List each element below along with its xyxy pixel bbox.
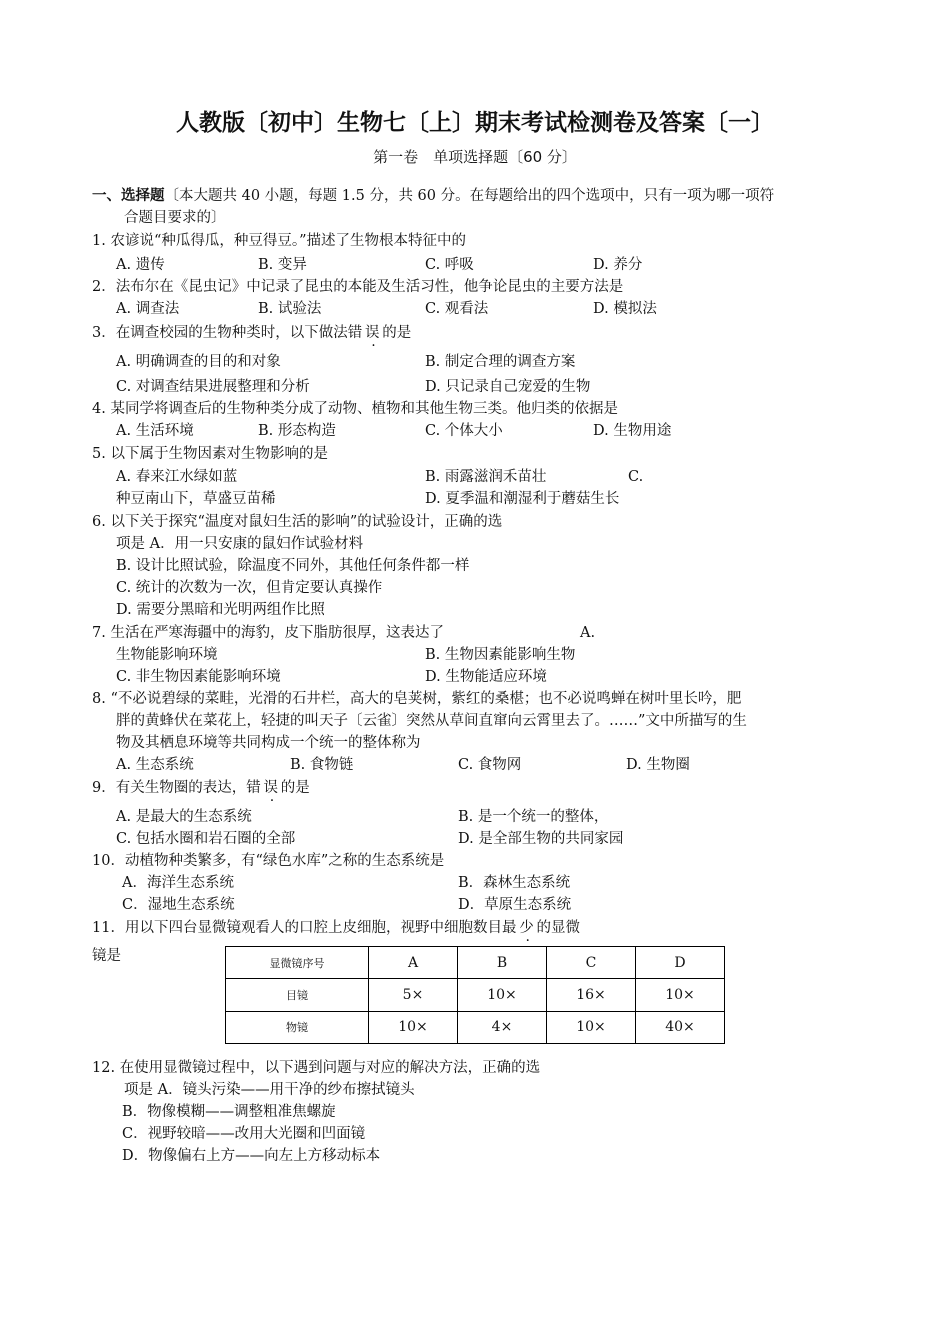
- q7-option-b: B. 生物因素能影响生物: [425, 647, 576, 663]
- q3-stem-part: 3．在调查校园的生物种类时，以下做法错: [92, 325, 363, 341]
- q6-option-a: 项是 A．用一只安康的鼠妇作试验材料: [116, 536, 364, 552]
- table-cell: 5×: [369, 979, 458, 1011]
- q1-option-c: C. 呼吸: [425, 257, 474, 273]
- q3-stem-end: 的是: [382, 325, 412, 341]
- q8-option-a: A. 生态系统: [116, 757, 194, 773]
- q3-option-c: C. 对调查结果进展整理和分析: [116, 379, 310, 395]
- page-subtitle: 第一卷 单项选择题〔60 分〕: [373, 148, 577, 166]
- q3-emphasis: 误: [364, 325, 380, 341]
- q12-option-b: B．物像模糊——调整粗准焦螺旋: [122, 1104, 336, 1120]
- q4-option-c: C. 个体大小: [425, 423, 503, 439]
- q8-stem-line1: 8. “不必说碧绿的菜畦，光滑的石井栏，高大的皂荚树，紫红的桑椹；也不必说鸣蝉在树叶里长吟，肥: [92, 691, 742, 707]
- q11-stem-end: 的显微: [536, 920, 580, 936]
- q9-stem-part: 9．有关生物圈的表达，错: [92, 780, 261, 796]
- q9-stem-end: 的是: [280, 780, 310, 796]
- q5-option-b: B. 雨露滋润禾苗壮: [425, 469, 547, 485]
- table-cell: A: [369, 947, 458, 979]
- q9-option-d: D. 是全部生物的共同家园: [458, 831, 624, 847]
- q11-stem: [92, 918, 580, 938]
- q4-stem: 4. 某同学将调查后的生物种类分成了动物、植物和其他生物三类。他归类的依据是: [92, 401, 618, 417]
- q5-stem: 5. 以下属于生物因素对生物影响的是: [92, 446, 328, 462]
- table-row: [226, 1011, 725, 1043]
- q11-emphasis: 少: [519, 920, 534, 936]
- q2-option-c: C. 观看法: [425, 301, 489, 317]
- q3-option-a: A. 明确调查的目的和对象: [116, 354, 281, 370]
- q2-option-a: A. 调查法: [116, 301, 180, 317]
- table-cell: D: [636, 947, 725, 979]
- table-cell: 16×: [547, 979, 636, 1011]
- q6-option-d: D. 需要分黑暗和光明两组作比照: [116, 602, 325, 618]
- q9-option-a: A. 是最大的生态系统: [116, 809, 252, 825]
- q9-option-b: B. 是一个统一的整体，: [458, 809, 609, 825]
- q6-option-b: B. 设计比照试验，除温度不同外，其他任何条件都一样: [116, 558, 470, 574]
- section-intro: [92, 186, 774, 206]
- q4-option-d: D. 生物用途: [593, 423, 672, 439]
- q1-stem: 1. 农谚说“种瓜得瓜，种豆得豆。”描述了生物根本特征中的: [92, 233, 467, 249]
- q11-stem-part: 11．用以下四台显微镜观看人的口腔上皮细胞，视野中细胞数目最: [92, 920, 517, 936]
- q8-option-c: C. 食物网: [458, 757, 522, 773]
- q1-option-a: A. 遗传: [116, 257, 165, 273]
- q3-stem: [92, 323, 411, 343]
- q12-option-d: D．物像偏右上方——向左上方移动标本: [122, 1148, 381, 1164]
- microscope-table: [225, 946, 725, 1044]
- table-cell: 10×: [636, 979, 725, 1011]
- q8-stem-line3: 物及其栖息环境等共同构成一个统一的整体称为: [116, 735, 421, 751]
- section-desc-2: 合题目要求的〕: [124, 210, 226, 226]
- q3-option-b: B. 制定合理的调查方案: [425, 354, 576, 370]
- q4-option-b: B. 形态构造: [258, 423, 336, 439]
- table-cell: 40×: [636, 1011, 725, 1043]
- q10-option-d: D．草原生态系统: [458, 897, 572, 913]
- q6-option-c: C. 统计的次数为一次，但肯定要认真操作: [116, 580, 383, 596]
- q10-stem: 10．动植物种类繁多，有“绿色水库”之称的生态系统是: [92, 853, 445, 869]
- table-cell: 10×: [547, 1011, 636, 1043]
- table-cell: 目镜: [226, 979, 369, 1011]
- section-label: 一、选择题: [92, 188, 165, 204]
- q10-option-a: A．海洋生态系统: [122, 875, 234, 891]
- q9-stem: [92, 778, 310, 798]
- q2-option-b: B. 试验法: [258, 301, 322, 317]
- table-cell: 显微镜序号: [226, 947, 369, 979]
- q12-option-a: 项是 A．镜头污染——用干净的纱布擦拭镜头: [124, 1082, 415, 1098]
- q9-emphasis: 误: [263, 780, 278, 796]
- q7-option-a: 生物能影响环境: [116, 647, 218, 663]
- table-cell: 10×: [369, 1011, 458, 1043]
- q2-stem: 2．法布尔在《昆虫记》中记录了昆虫的本能及生活习性，他争论昆虫的主要方法是: [92, 279, 624, 295]
- q7-option-c: C. 非生物因素能影响环境: [116, 669, 281, 685]
- q10-option-c: C．湿地生态系统: [122, 897, 235, 913]
- q10-option-b: B．森林生态系统: [458, 875, 571, 891]
- q5-option-c-label: C.: [628, 469, 644, 485]
- section-desc-1: 〔本大题共 40 小题，每题 1.5 分，共 60 分。在每题给出的四个选项中，只有一项为哪一项符: [164, 188, 775, 204]
- q6-stem: 6. 以下关于探究“温度对鼠妇生活的影响”的试验设计，正确的选: [92, 514, 503, 530]
- q7-option-a-label: A.: [580, 625, 596, 641]
- q4-option-a: A. 生活环境: [116, 423, 194, 439]
- q8-stem-line2: 胖的黄蜂伏在菜花上，轻捷的叫天子〔云雀〕突然从草间直窜向云霄里去了。……”文中所描写的生: [116, 713, 747, 729]
- q1-option-b: B. 变异: [258, 257, 307, 273]
- table-cell: B: [458, 947, 547, 979]
- q7-stem: 7. 生活在严寒海疆中的海豹，皮下脂肪很厚，这表达了: [92, 625, 444, 641]
- table-cell: C: [547, 947, 636, 979]
- table-cell: 10×: [458, 979, 547, 1011]
- q5-option-a: A. 春来江水绿如蓝: [116, 469, 238, 485]
- q8-option-b: B. 食物链: [290, 757, 354, 773]
- q12-stem: 12. 在使用显微镜过程中，以下遇到问题与对应的解决方法，正确的选: [92, 1060, 541, 1076]
- q12-option-c: C．视野较暗——改用大光圈和凹面镜: [122, 1126, 366, 1142]
- q2-option-d: D. 模拟法: [593, 301, 657, 317]
- page-title: 人教版〔初中〕生物七〔上〕期末考试检测卷及答案〔一〕: [176, 110, 774, 136]
- q5-option-d: D. 夏季温和潮湿利于蘑菇生长: [425, 491, 620, 507]
- table-cell: 4×: [458, 1011, 547, 1043]
- table-row: [226, 979, 725, 1011]
- q7-option-d: D. 生物能适应环境: [425, 669, 547, 685]
- q11-stem-cont: 镜是: [92, 948, 121, 964]
- table-cell: 物镜: [226, 1011, 369, 1043]
- q8-option-d: D. 生物圈: [626, 757, 690, 773]
- q3-option-d: D. 只记录自己宠爱的生物: [425, 379, 591, 395]
- q9-option-c: C. 包括水圈和岩石圈的全部: [116, 831, 296, 847]
- q5-option-c: 种豆南山下，草盛豆苗稀: [116, 491, 276, 507]
- table-header-row: [226, 947, 725, 979]
- q1-option-d: D. 养分: [593, 257, 643, 273]
